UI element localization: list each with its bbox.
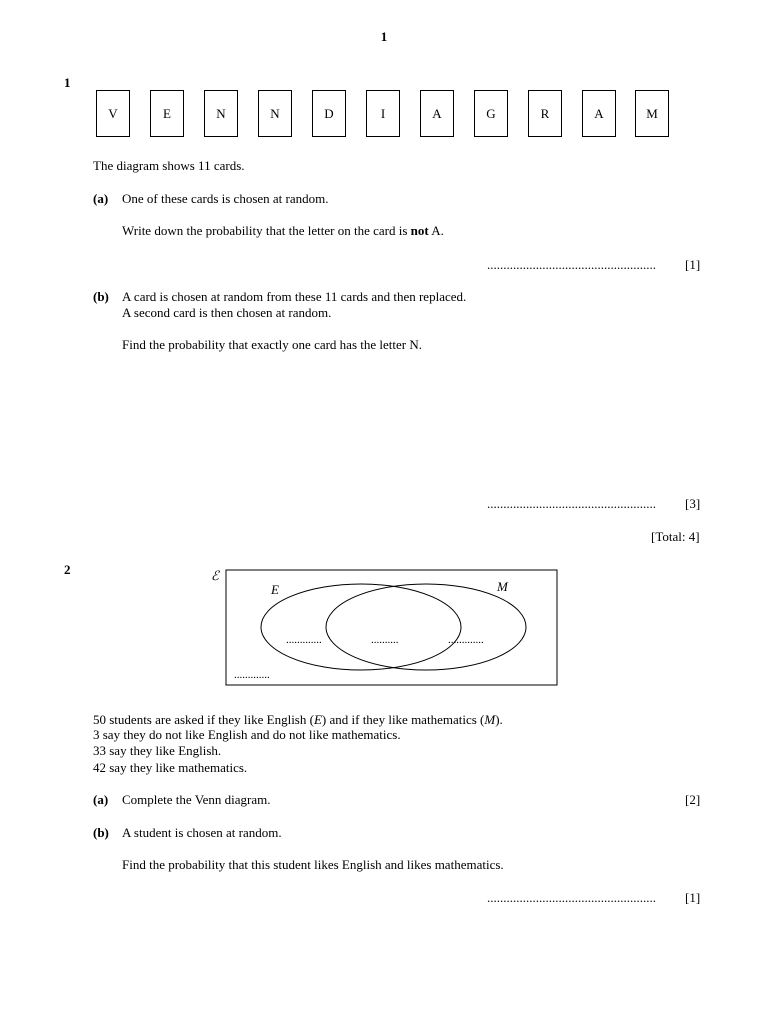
- q1a-marks: [1]: [685, 257, 701, 272]
- card-10: A: [582, 90, 616, 137]
- m-only-answer[interactable]: .............: [448, 634, 484, 646]
- set-e-ellipse: [261, 584, 461, 670]
- intersection-answer[interactable]: ..........: [371, 634, 399, 646]
- card-4: N: [258, 90, 292, 137]
- q1b-line2: A second card is then chosen at random.: [122, 305, 332, 320]
- e-only-answer[interactable]: .............: [286, 634, 322, 646]
- card-9: R: [528, 90, 562, 137]
- q1b-marks: [3]: [685, 496, 701, 511]
- card-3: N: [204, 90, 238, 137]
- page-number: 1: [380, 29, 388, 44]
- q2-stem-line1: [93, 712, 503, 728]
- q1a-label: (a): [93, 191, 109, 206]
- q1b-line3: Find the probability that exactly one card has the letter N.: [122, 337, 422, 352]
- q1a-line1: One of these cards is chosen at random.: [122, 191, 329, 206]
- set-m-ellipse: [326, 584, 526, 670]
- q1a-line2-pre: Write down the probability that the letter on the card is: [122, 223, 411, 238]
- card-5: D: [312, 90, 346, 137]
- q1a-line2: [122, 223, 444, 239]
- card-11: M: [635, 90, 669, 137]
- q1a-line2-bold: not: [410, 223, 429, 238]
- q2-stem-line1-e: E: [313, 712, 322, 727]
- q1a-line2-post: A.: [428, 223, 444, 238]
- q1-total: [Total: 4]: [651, 529, 700, 544]
- q2-stem-line1-m: M: [484, 712, 496, 727]
- q2-stem-line2: 3 say they do not like English and do not like mathematics.: [93, 727, 401, 742]
- q1b-answer-line[interactable]: ....................................................: [487, 496, 656, 511]
- q2-stem-line3: 33 say they like English.: [93, 743, 222, 758]
- universal-set-symbol: ℰ: [211, 568, 219, 583]
- q2b-answer-line[interactable]: ....................................................: [487, 890, 656, 905]
- q2b-marks: [1]: [685, 890, 701, 905]
- q2b-line2: Find the probability that this student likes English and likes mathematics.: [122, 857, 504, 872]
- q2-stem-line4: 42 say they like mathematics.: [93, 760, 248, 775]
- outside-answer[interactable]: .............: [234, 669, 270, 681]
- q2b-line1: A student is chosen at random.: [122, 825, 282, 840]
- q2a-label: (a): [93, 792, 109, 807]
- card-2: E: [150, 90, 184, 137]
- venn-diagram: [205, 562, 565, 692]
- q1b-line1: A card is chosen at random from these 11 cards and then replaced.: [122, 289, 467, 304]
- q2b-label: (b): [93, 825, 109, 840]
- q1a-answer-line[interactable]: ....................................................: [487, 257, 656, 272]
- q2a-marks: [2]: [685, 792, 701, 807]
- question-1-number: 1: [64, 75, 71, 90]
- q1b-label: (b): [93, 289, 109, 304]
- set-m-label: M: [497, 579, 508, 594]
- q2-stem-line1-b: ) and if they like mathematics (: [321, 712, 485, 727]
- card-7: A: [420, 90, 454, 137]
- set-e-label: E: [271, 582, 279, 597]
- card-8: G: [474, 90, 508, 137]
- q2-stem-line1-a: 50 students are asked if they like English (: [93, 712, 314, 727]
- q1-intro: The diagram shows 11 cards.: [93, 158, 245, 173]
- question-2-number: 2: [64, 562, 71, 577]
- q2a-text: Complete the Venn diagram.: [122, 792, 271, 807]
- q2-stem-line1-c: ).: [495, 712, 503, 727]
- card-6: I: [366, 90, 400, 137]
- card-1: V: [96, 90, 130, 137]
